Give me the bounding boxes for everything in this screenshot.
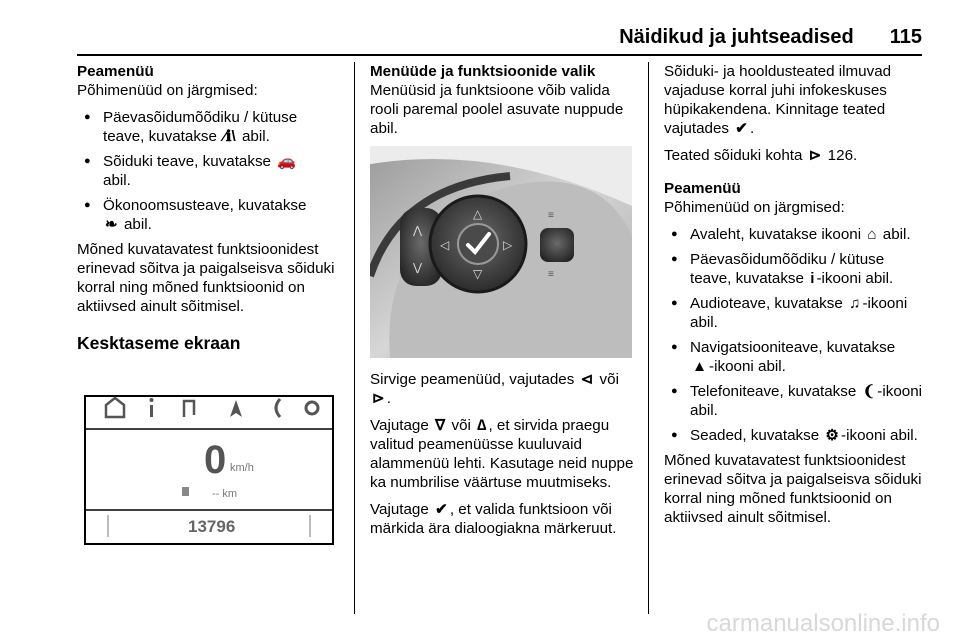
list-item: ● Ökonoomsusteave, kuvatakse ❧ abil. (77, 196, 339, 234)
list-item: ● Telefoniteave, kuvatakse ❨ -ikooni abil. (664, 382, 926, 420)
check-icon: ✔ (735, 120, 748, 137)
car-icon: 🚗 (277, 153, 297, 170)
svg-text:⋁: ⋁ (413, 262, 423, 274)
svg-text:▷: ▷ (503, 238, 513, 252)
column-1 (77, 62, 339, 545)
speed-unit: km/h (230, 462, 254, 474)
phone-icon: ❨ (862, 383, 876, 400)
column-3 (664, 62, 926, 535)
main-menu-list (664, 225, 926, 445)
info-icon (150, 405, 153, 417)
left-arrow-icon: ⊲ (580, 371, 594, 388)
svg-text:▽: ▽ (473, 267, 483, 281)
section-heading-main-menu: Peamenüü (664, 180, 741, 197)
paragraph-select: Vajutage ✔ , et valida funktsioon või märkida ära dialoogiakna märkeruut. (370, 501, 617, 537)
midlevel-display-illustration (84, 395, 334, 545)
note-text: Mõned kuvatavatest funktsioonidest erinevad sõitva ja paigalseisva sõiduki korral ning mõned funktsioonid on aktiivsed ainult sõitmisel. (664, 452, 922, 526)
svg-text:⋀: ⋀ (413, 225, 423, 237)
section-heading-menu-selection: Menüüde ja funktsioonide valik (370, 63, 596, 80)
svg-text:◁: ◁ (440, 238, 450, 252)
watermark: carmanualsonline.info (706, 610, 940, 637)
list-item: ● Seaded, kuvatakse ⚙ -ikooni abil. (664, 426, 926, 445)
ok-button (458, 224, 498, 264)
check-icon: ✔ (435, 501, 448, 518)
list-item: ● Sõiduki teave, kuvatakse 🚗 abil. (77, 152, 339, 190)
page-title: Näidikud ja juhtseadised (619, 26, 854, 48)
settings-icon: ⚙ (825, 427, 840, 444)
up-arrow-icon: ∆ (477, 417, 487, 434)
music-icon: ♫ (849, 295, 861, 312)
right-button (540, 228, 574, 262)
intro-text: Põhimenüüd on järgmised: (664, 199, 845, 216)
eco-leaf-icon: ❧ (105, 216, 118, 233)
odometer-value: 13796 (188, 517, 236, 536)
speed-value: 0 (204, 438, 227, 482)
steering-wheel-controls-figure (370, 146, 634, 358)
column-divider-1 (354, 62, 355, 614)
list-item: ● Päevasõidumõõdiku / kütuse teave, kuvatakse i -ikooni abil. (664, 250, 926, 288)
list-item: ● Navigatsiooniteave, kuvatakse ▲ -ikooni abil. (664, 338, 926, 376)
down-arrow-icon: ∇ (435, 417, 446, 434)
note-text: Mõned kuvatavatest funktsioonidest erinevad sõitva ja paigalseisva sõiduki korral ning mõned funktsioonid on aktiivsed ainult sõitmisel. (77, 241, 335, 315)
fuel-pump-icon (182, 487, 189, 496)
list-item: ● Avaleht, kuvatakse ikooni ⌂ abil. (664, 225, 926, 244)
section-heading-midlevel-display: Kesktaseme ekraan (77, 333, 241, 353)
info-icon: i (810, 270, 815, 287)
section-heading-main-menu: Peamenüü (77, 63, 154, 80)
right-arrow-icon: ⊳ (372, 390, 385, 407)
trip-fuel-icon: ⁄ℹ\ (223, 128, 236, 145)
svg-text:≡: ≡ (548, 269, 554, 280)
svg-text:△: △ (473, 207, 483, 221)
column-divider-2 (648, 62, 649, 614)
page-header (619, 26, 922, 49)
list-item: ● Päevasõidumõõdiku / kütuse teave, kuvatakse ⁄ℹ\ abil. (77, 108, 339, 146)
main-menu-list (77, 108, 339, 234)
paragraph-vehicle-messages: Sõiduki- ja hooldusteated ilmuvad vajaduse korral juhi infokeskuses hüpikakendena. Kinnitage teated vajutades ✔ . (664, 63, 892, 137)
paragraph-reference: Teated sõiduki kohta ⊳ 126. (664, 147, 858, 164)
navigation-icon: ▲ (692, 358, 708, 375)
range-value: -- km (212, 488, 238, 500)
header-rule (77, 54, 922, 56)
intro-text: Põhimenüüd on järgmised: (77, 82, 258, 99)
intro-text: Menüüsid ja funktsioone võib valida rooli paremal poolel asuvate nuppude abil. (370, 82, 624, 137)
page-number: 115 (889, 26, 922, 48)
svg-text:≡: ≡ (548, 210, 554, 221)
page-reference-icon: ⊳ (808, 147, 822, 164)
column-2 (370, 62, 634, 546)
paragraph-browse-submenu: Vajutage ∇ või ∆ , et sirvida praegu valitud peamenüüsse kuuluvaid alammenüü lehti. Kasutage neid nuppe ka numbrilise väärtuse muutmiseks. (370, 417, 634, 491)
paragraph-browse-menu: Sirvige peamenüüd, vajutades ⊲ või ⊳ . (370, 371, 619, 407)
steering-wheel-controls-illustration (370, 146, 632, 358)
home-icon: ⌂ (867, 226, 877, 243)
list-item: ● Audioteave, kuvatakse ♫ -ikooni abil. (664, 294, 926, 332)
